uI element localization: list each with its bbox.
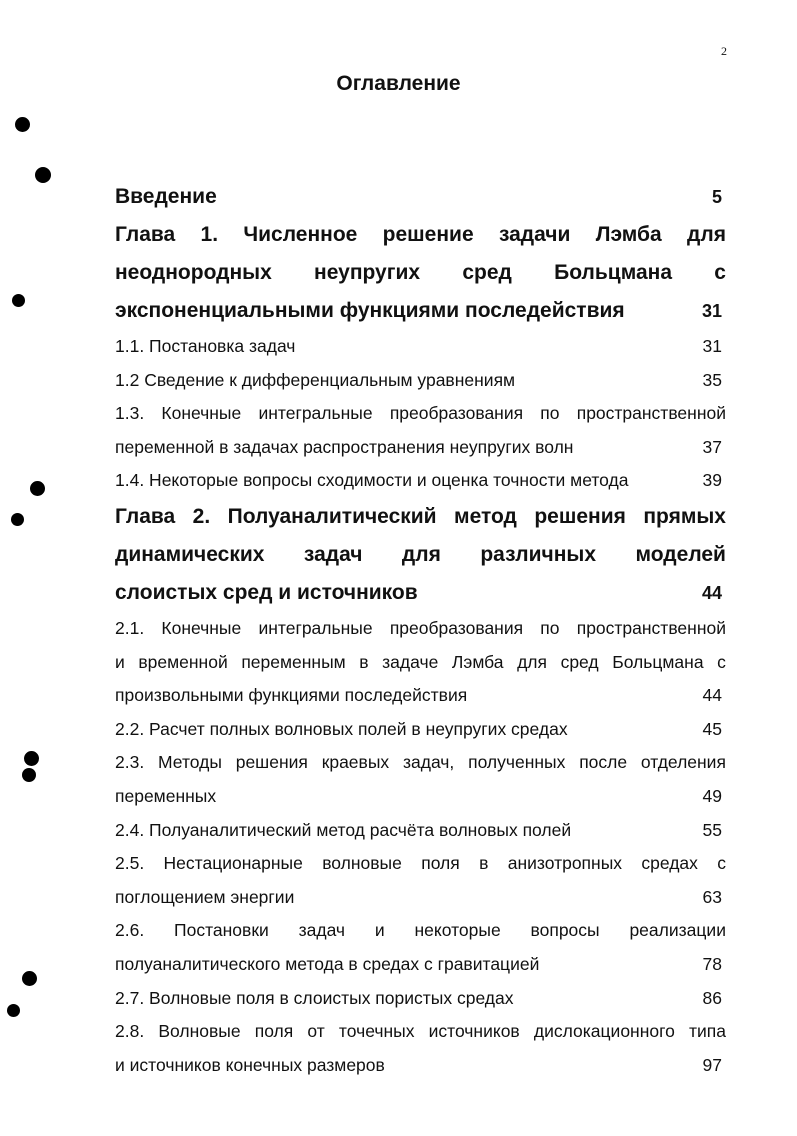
toc-entry-1-3[interactable] [115,431,726,465]
toc-entry-page: 35 [702,369,722,390]
toc-entry-page: 44 [701,582,722,603]
toc-word: неупругих [314,261,421,284]
toc-entry-2-5[interactable] [115,881,726,915]
toc-word: сред [462,261,512,284]
toc-entry-label: 1.4. Некоторые вопросы сходимости и оценка точности метода [115,470,629,491]
toc-entry-label: полуаналитического метода в средах с гравитацией [115,953,540,974]
toc-word: метод [454,504,517,528]
toc-entry-label: слоистых сред и источников [115,580,418,604]
toc-entry-label: 1.2 Сведение к дифференциальным уравнениям [115,369,516,390]
toc-entry-2-1[interactable] [115,646,726,680]
toc-word: прямых [643,504,726,528]
toc-word: пространственной [576,403,726,424]
toc-word: поля [421,853,460,874]
toc-word: для [687,223,726,246]
toc-entry-page: 78 [702,953,722,974]
toc-word: после [579,752,628,773]
toc-word: Лэмба [451,651,504,672]
punch-hole [12,294,25,307]
toc-word: полученных [468,752,566,773]
toc-word: Больцмана [554,261,673,284]
toc-word: вопросы [530,920,600,941]
page-title: Оглавление [336,72,461,95]
toc-word: задачи [498,223,571,246]
toc-word: от [307,1021,325,1042]
toc-entry-page: 49 [702,785,722,806]
toc-word: некоторые [414,920,501,941]
toc-entry-label: 1.1. Постановка задач [115,336,296,356]
toc-word: волновые [322,853,402,874]
toc-word: с [714,261,726,284]
toc-word: решения [534,504,626,528]
punch-hole [22,971,37,986]
toc-word: для [517,651,547,672]
toc-word: Лэмба [595,223,662,246]
toc-entry-page: 55 [702,819,722,840]
toc-word: и [374,920,385,941]
toc-entry-label: 2.4. Полуаналитический метод расчёта волновых полей [115,819,572,840]
punch-hole [7,1004,20,1017]
toc-word: Полуаналитический [227,504,437,528]
toc-entry-page: 86 [702,987,722,1008]
toc-word: 2.3. [115,752,145,773]
toc-entry-2-8[interactable] [115,1049,726,1083]
toc-word: в [359,651,369,672]
toc-entry-1-1[interactable] [115,330,726,364]
toc-word: Конечные [161,403,242,424]
toc-entry-1-3[interactable] [115,397,726,431]
toc-entry-label: переменных [115,785,217,806]
toc-entry-page: 39 [702,470,722,491]
toc-word: краевых [321,752,390,773]
toc-entry-page: 45 [702,718,722,739]
toc-entry-label: 2.2. Расчет полных волновых полей в неупругих средах [115,718,568,739]
toc-entry-label: экспоненциальными функциями последействия [115,299,625,322]
toc-word: временной [138,651,228,672]
toc-word: поля [254,1021,294,1042]
toc-word: точечных [338,1021,415,1042]
toc-word: Постановки [174,920,269,941]
toc-word: отделения [640,752,726,773]
toc-word: преобразования [389,403,524,424]
toc-word: интегральные [258,617,373,638]
toc-word: 2. [192,504,211,528]
toc-word: задач [298,920,346,941]
toc-entry-1-4[interactable] [115,464,726,498]
toc-entry-label: переменной в задачах распространения неупругих волн [115,436,574,457]
toc-word: дислокационного [533,1021,675,1042]
chapter-1-heading-line[interactable] [115,254,726,292]
toc-word: 2.5. [115,853,145,874]
toc-entry-2-1[interactable] [115,679,726,713]
toc-word: с [717,853,726,874]
toc-entry-2-7[interactable] [115,982,726,1016]
toc-word: с [717,651,726,672]
toc-entry-2-3[interactable] [115,746,726,780]
chapter-1-heading-line[interactable] [115,216,726,254]
toc-entry-2-2[interactable] [115,713,726,747]
toc-entry-label: произвольными функциями последействия [115,685,468,706]
toc-word: Глава [115,223,176,246]
toc-entry-page: 37 [702,436,722,457]
toc-entry-2-6[interactable] [115,914,726,948]
toc-word: Нестационарные [163,853,303,874]
toc-entry-2-1[interactable] [115,612,726,646]
punch-hole [11,513,24,526]
toc-word: реализации [629,920,726,941]
toc-entry-page: 63 [702,886,722,907]
toc-word: анизотропных [507,853,623,874]
toc-word: 2.1. [115,617,145,638]
toc-word: по [540,617,560,638]
toc-entry-2-4[interactable] [115,814,726,848]
punch-hole [30,481,45,496]
toc-entry-2-6[interactable] [115,948,726,982]
toc-word: Методы [158,752,222,773]
toc-word: типа [689,1021,726,1042]
toc-entry-2-3[interactable] [115,780,726,814]
chapter-2-heading-line[interactable] [115,498,726,536]
toc-entry-page: 31 [702,336,722,356]
toc-entry-page: 44 [702,685,722,706]
toc-entry-introduction[interactable] [115,178,726,216]
toc-word: Волновые [158,1021,241,1042]
toc-entry-2-8[interactable] [115,1015,726,1049]
toc-word: 1. [200,223,219,246]
toc-word: решения [235,752,308,773]
toc-word: различных [480,542,597,566]
toc-entry-label: 2.7. Волновые поля в слоистых пористых средах [115,987,514,1008]
toc-word: пространственной [576,617,726,638]
punch-hole [24,751,39,766]
toc-word: интегральные [258,403,373,424]
toc-word: и [115,651,125,672]
toc-word: задач [303,542,363,566]
toc-word: 2.6. [115,920,145,941]
toc-entry-page: 31 [701,301,722,321]
chapter-2-heading-line[interactable] [115,536,726,574]
toc-word: переменным [241,651,346,672]
toc-word: средах [641,853,698,874]
toc-word: Глава [115,504,176,528]
toc-word: по [540,403,560,424]
toc-word: решение [382,223,474,246]
toc-word: задач, [402,752,455,773]
punch-hole [35,167,51,183]
toc-word: в [479,853,489,874]
punch-hole [22,768,36,782]
toc-entry-page: 5 [711,187,722,207]
toc-word: Численное [243,223,358,246]
toc-word: неоднородных [115,261,272,284]
toc-word: Больцмана [612,651,704,672]
table-of-contents [115,178,726,1082]
toc-word: источников [428,1021,520,1042]
toc-word: Конечные [161,617,242,638]
toc-word: 1.3. [115,403,145,424]
toc-word: сред [560,651,599,672]
toc-entry-label: Введение [115,185,217,208]
toc-word: 2.8. [115,1021,145,1042]
toc-word: динамических [115,542,265,566]
toc-word: преобразования [389,617,524,638]
chapter-2-heading-line[interactable] [115,574,726,612]
toc-entry-label: и источников конечных размеров [115,1054,385,1075]
chapter-1-heading-line[interactable] [115,292,726,330]
page-number: 2 [721,44,727,58]
toc-entry-page: 97 [702,1054,722,1075]
toc-word: моделей [635,542,726,566]
toc-word: задаче [382,651,439,672]
toc-word: для [401,542,441,566]
toc-entry-1-2[interactable] [115,364,726,398]
toc-entry-label: поглощением энергии [115,886,295,907]
punch-hole [15,117,30,132]
toc-entry-2-5[interactable] [115,847,726,881]
